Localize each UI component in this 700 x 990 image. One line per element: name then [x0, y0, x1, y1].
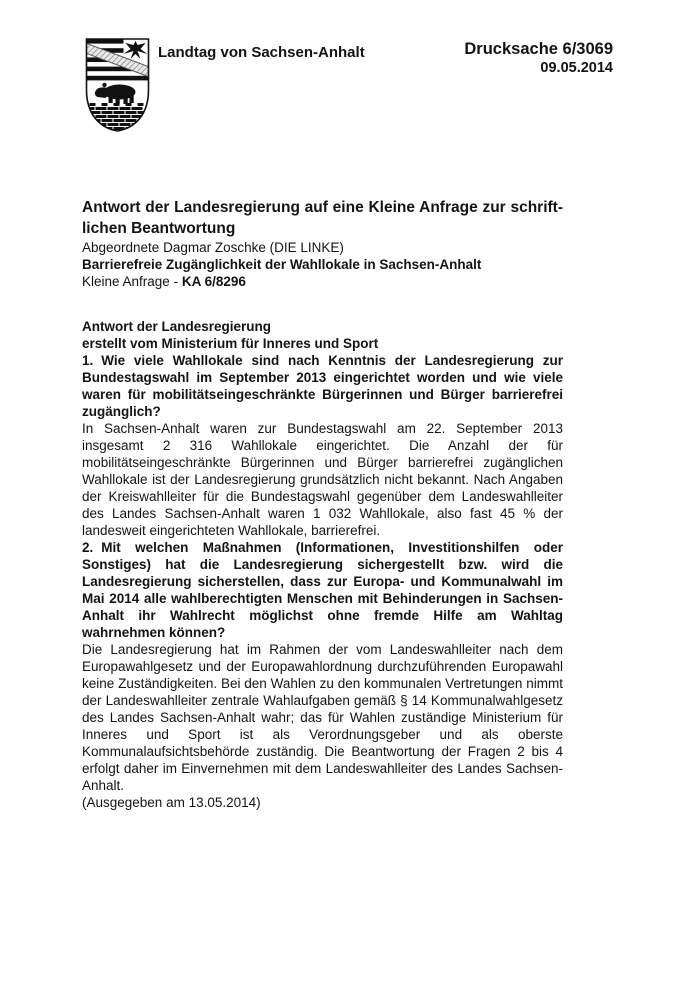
question-1-number: 1.	[82, 353, 94, 368]
answer-heading-line2: erstellt vom Ministerium für Inneres und Sport	[82, 336, 379, 351]
document-title-line1: Antwort der Landesregierung auf eine Kleine Anfrage zur schrift-	[82, 199, 563, 216]
issued-date-line: (Ausgegeben am 13.05.2014)	[82, 795, 261, 810]
question-2	[82, 539, 563, 641]
document-title	[82, 197, 563, 239]
request-reference-line	[82, 273, 563, 290]
answer-heading-line1: Antwort der Landesregierung	[82, 319, 272, 334]
question-2-number: 2.	[82, 540, 94, 555]
subject-line: Barrierefreie Zugänglichkeit der Wahllokale in Sachsen-Anhalt	[82, 257, 482, 272]
question-1	[82, 352, 563, 420]
answer-1: In Sachsen-Anhalt waren zur Bundestagswahl am 22. September 2013 insgesamt 2 316 Wahllokale eingerichtet. Die Anzahl der für mobilitätseingeschränkte Bürgerinnen und Bürger barrierefrei zugänglichen Wahllokale ist der Landesregierung grundsätzlich nicht bekannt. Nach Angaben der Kreiswahlleiter für die Bundestagswahl gegenüber dem Landeswahlleiter des Landes Sachsen-Anhalt waren 1 032 Wahllokale, also fast 45 % der landesweit eingerichteten Wahllokale, barrierefrei.	[82, 421, 563, 538]
document-body	[82, 197, 563, 811]
answer-2: Die Landesregierung hat im Rahmen der vom Landeswahlleiter nach dem Europawahlgesetz und der Europawahlordnung durchzuführenden Europawahl keine Zuständigkeiten. Bei den Wahlen zu den kommunalen Vertretungen nimmt der Landeswahlleiter zentrale Wahlaufgaben gemäß § 14 Kommunalwahlgesetz des Landes Sachsen-Anhalt wahr; das für Wahlen zuständige Ministerium für Inneres und Sport ist als Verordnungsgeber und als oberste Kommunalaufsichtsbehörde zuständig. Die Beantwortung der Fragen 2 bis 4 erfolgt daher im Einvernehmen mit dem Landeswahlleiter des Landes Sachsen-Anhalt.	[82, 642, 563, 793]
question-2-text: Mit welchen Maßnahmen (Informationen, Investitionshilfen oder Sonstiges) hat die Landesregierung sichergestellt bzw. wird die Landesregierung sicherstellen, dass zur Europa- und Kommunalwahl im Mai 2014 alle wahlberechtigten Menschen mit Behinderungen in Sachsen-Anhalt ihr Wahlrecht möglichst ohne fremde Hilfe am Wahltag wahrnehmen können?	[82, 540, 563, 640]
document-title-line2: lichen Beantwortung	[82, 220, 236, 237]
author-line: Abgeordnete Dagmar Zoschke (DIE LINKE)	[82, 240, 344, 255]
request-number: KA 6/8296	[181, 274, 246, 289]
request-prefix: Kleine Anfrage -	[82, 274, 182, 289]
organization-title: Landtag von Sachsen-Anhalt	[158, 44, 365, 61]
document-date: 09.05.2014	[540, 60, 613, 76]
document-reference	[464, 40, 613, 78]
document-number: Drucksache 6/3069	[464, 40, 613, 58]
saxony-anhalt-coat-of-arms-icon	[85, 38, 150, 132]
question-1-text: Wie viele Wahllokale sind nach Kenntnis der Landesregierung zur Bundestagswahl im September 2013 eingerichtet worden und wie viele waren für mobilitätseingeschränkte Bürgerinnen und Bürger barrierefrei zugänglich?	[82, 353, 563, 419]
answer-heading	[82, 318, 563, 352]
